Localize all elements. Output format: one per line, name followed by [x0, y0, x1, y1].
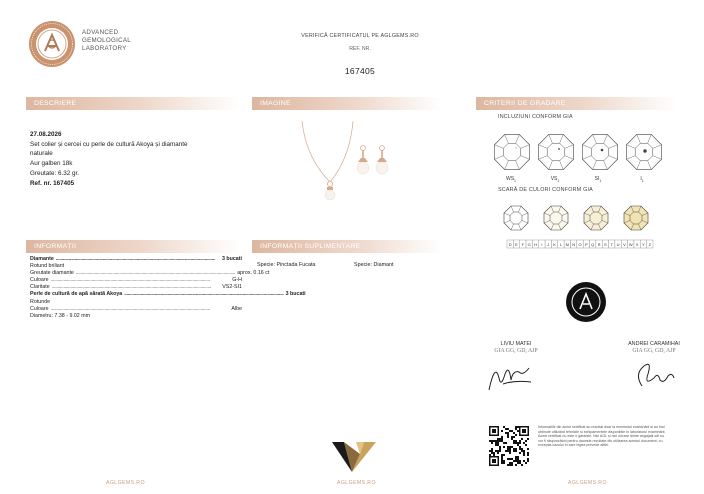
color-swatch [504, 206, 528, 230]
footer-website-left: AGLGEMS.RO [106, 480, 145, 486]
description-weight: Greutate: 6.32 gr. [30, 169, 80, 177]
signatory-left-title: GIA GG, GD, AJP [494, 348, 538, 354]
description-metal: Aur galben 18k [30, 160, 73, 168]
legal-disclaimer: Informațiile din acest certificat au rezultat doar la momentul examinării și au fost obținute utilizând tehnicile și echipamentele disponibile în laboratorul examinării. Acest certificat nu este o garanție. Nici AGL și nici oricare dintre angajații săi nu vor fi răspunzători pentru daunele rezultate din utilizarea acestui document, cu excepția cazului în care legea prevede altfel. [538, 425, 666, 448]
color-scale-letter: M [565, 241, 569, 247]
lab-name [82, 29, 131, 53]
clarity-diagram-ws [494, 134, 529, 169]
jewelry-photo [298, 118, 393, 214]
section-extra-info-bar: INFORMAȚII SUPLIMENTARE [252, 240, 442, 253]
info-diamond-weight-value: aprox. 0.16 ct [237, 270, 270, 277]
color-scale-letter: X [635, 241, 639, 247]
clarity-title: INCLUZIUNI CONFORM GIA [498, 114, 573, 120]
info-diamond-weight-label: Greutate diamante [30, 270, 74, 277]
signature-left [485, 358, 535, 394]
ref-label: REF. NR. [349, 46, 371, 52]
color-scale-letter: F [521, 241, 525, 247]
certificate-date: 27.08.2026 [30, 131, 62, 138]
info-row-pearl-shape [30, 299, 242, 306]
color-scale-letter: P [585, 241, 588, 247]
color-swatch [544, 206, 568, 230]
signatory-right-name: ANDREI CARAMIHAI [628, 341, 680, 347]
color-scale-letter: T [610, 241, 613, 247]
color-swatch [624, 206, 648, 230]
info-row-pearls: Perle de cultură de apă sărată Akoya ........................................................................................................................................ 3 bucati [30, 291, 306, 298]
species-diamond: Specie: Diamant [354, 262, 394, 268]
lab-name-line2: GEMOLOGICAL [82, 37, 132, 44]
agl-v-logo [330, 440, 378, 474]
agl-badge-icon [565, 281, 607, 323]
info-row-clarity: Claritate ........................................................................................................................................ VS2-SI1 [30, 284, 242, 291]
description-line2: naturale [30, 150, 53, 158]
clarity-grade-i: $I_1$ [640, 176, 644, 183]
footer-website-center: AGLGEMS.RO [337, 480, 376, 486]
lab-name-line1: ADVANCED [82, 29, 119, 36]
color-swatch [584, 206, 608, 230]
color-scale-bar [505, 239, 655, 249]
species-pearl: Specie: Pinctada Fucata [257, 262, 316, 268]
info-row-cut [30, 263, 242, 270]
description-ref: Ref. nr. 167405 [30, 179, 75, 187]
color-scale-letter: W [628, 241, 633, 247]
info-row-pearl-diameter [30, 313, 242, 320]
clarity-grade-si: $SI_1$ [594, 176, 602, 183]
color-scale-letter: J [547, 241, 550, 247]
section-description-bar: DESCRIERE [26, 97, 240, 110]
clarity-diagram-i [626, 134, 661, 169]
info-diamonds-value: 3 bucati [221, 256, 242, 262]
lab-name-line3: LABORATORY [82, 45, 127, 52]
info-row-diamond-weight: Greutate diamante ........................................................................................................................................ aprox. 0.16 ct [30, 270, 270, 277]
color-scale-letter: D [508, 241, 512, 247]
info-pearls-label: Perle de cultură de apă sărată Akoya [30, 291, 123, 298]
description-block [30, 130, 240, 188]
section-image-bar: IMAGINE [252, 97, 442, 110]
info-pearl-color-label: Culoare [30, 305, 49, 312]
section-info-bar: INFORMAȚII [26, 240, 240, 253]
color-scale-letter: H [534, 241, 538, 247]
color-scale-letter: S [604, 241, 607, 247]
agl-seal-logo [28, 20, 76, 68]
color-scale-letter: G [527, 241, 531, 247]
description-line1: Set colier și cercei cu perle de cultură Akoya și diamante [30, 140, 188, 148]
clarity-diagram-vs [538, 134, 573, 169]
color-scale-letter: L [559, 241, 563, 247]
info-pearl-color-value: Albe [231, 305, 242, 312]
info-diamonds-label: Diamante [30, 256, 54, 262]
clarity-grade-ws: $WS_1$ [505, 176, 516, 183]
info-pearls-value: 3 bucati [285, 291, 306, 298]
color-scale-letter: V [623, 241, 626, 247]
info-pearl-diameter: Diametru: 7.38 - 9.02 mm [30, 312, 91, 319]
signatory-right-title: GIA GG, GD, AJP [632, 348, 676, 354]
info-clarity-value: VS2-SI1 [222, 284, 242, 291]
info-color-value: G-H [232, 277, 242, 284]
qr-code [487, 424, 531, 468]
verify-instruction: VERIFICĂ CERTIFICATUL PE AGLGEMS.RO [301, 33, 419, 39]
info-row-diamonds: Diamante ........................................................................................................................................ 3 bucati [30, 256, 242, 262]
clarity-diagram-si [582, 134, 617, 169]
color-scale-letter: N [572, 241, 576, 247]
color-scale-letter: K [553, 241, 556, 247]
info-color-label: Culoare [30, 277, 49, 284]
color-scale-letter: Q [591, 241, 595, 247]
info-cut: Rotund briliant [30, 263, 65, 270]
clarity-diagrams [490, 130, 670, 174]
color-scale-letter: I [541, 241, 543, 247]
color-scale-letter: Y [642, 241, 645, 247]
section-grading-bar: CRITERII DE GRADARE [476, 97, 676, 110]
signatory-left-name: LIVIU MATEI [500, 341, 532, 347]
color-scale-title: SCARĂ DE CULORI CONFORM GIA [498, 187, 593, 193]
color-scale-letter: E [515, 241, 518, 247]
clarity-grade-vs: $VS_1$ [550, 176, 560, 183]
ref-number: 167405 [344, 66, 376, 76]
color-scale-letter: Z [648, 241, 652, 247]
footer-website-right: AGLGEMS.RO [568, 480, 607, 486]
info-row-color: Culoare ........................................................................................................................................ G-H [30, 277, 242, 284]
color-scale-letter: R [597, 241, 601, 247]
color-scale-letter: U [616, 241, 620, 247]
info-clarity-label: Claritate [30, 284, 50, 291]
info-row-pearl-color: Culoare ........................................................................................................................................ Albe [30, 305, 242, 312]
info-pearl-shape: Rotunde [30, 298, 51, 305]
color-swatches [500, 203, 660, 233]
color-scale-letter: O [578, 241, 582, 247]
signature-right [632, 358, 676, 392]
